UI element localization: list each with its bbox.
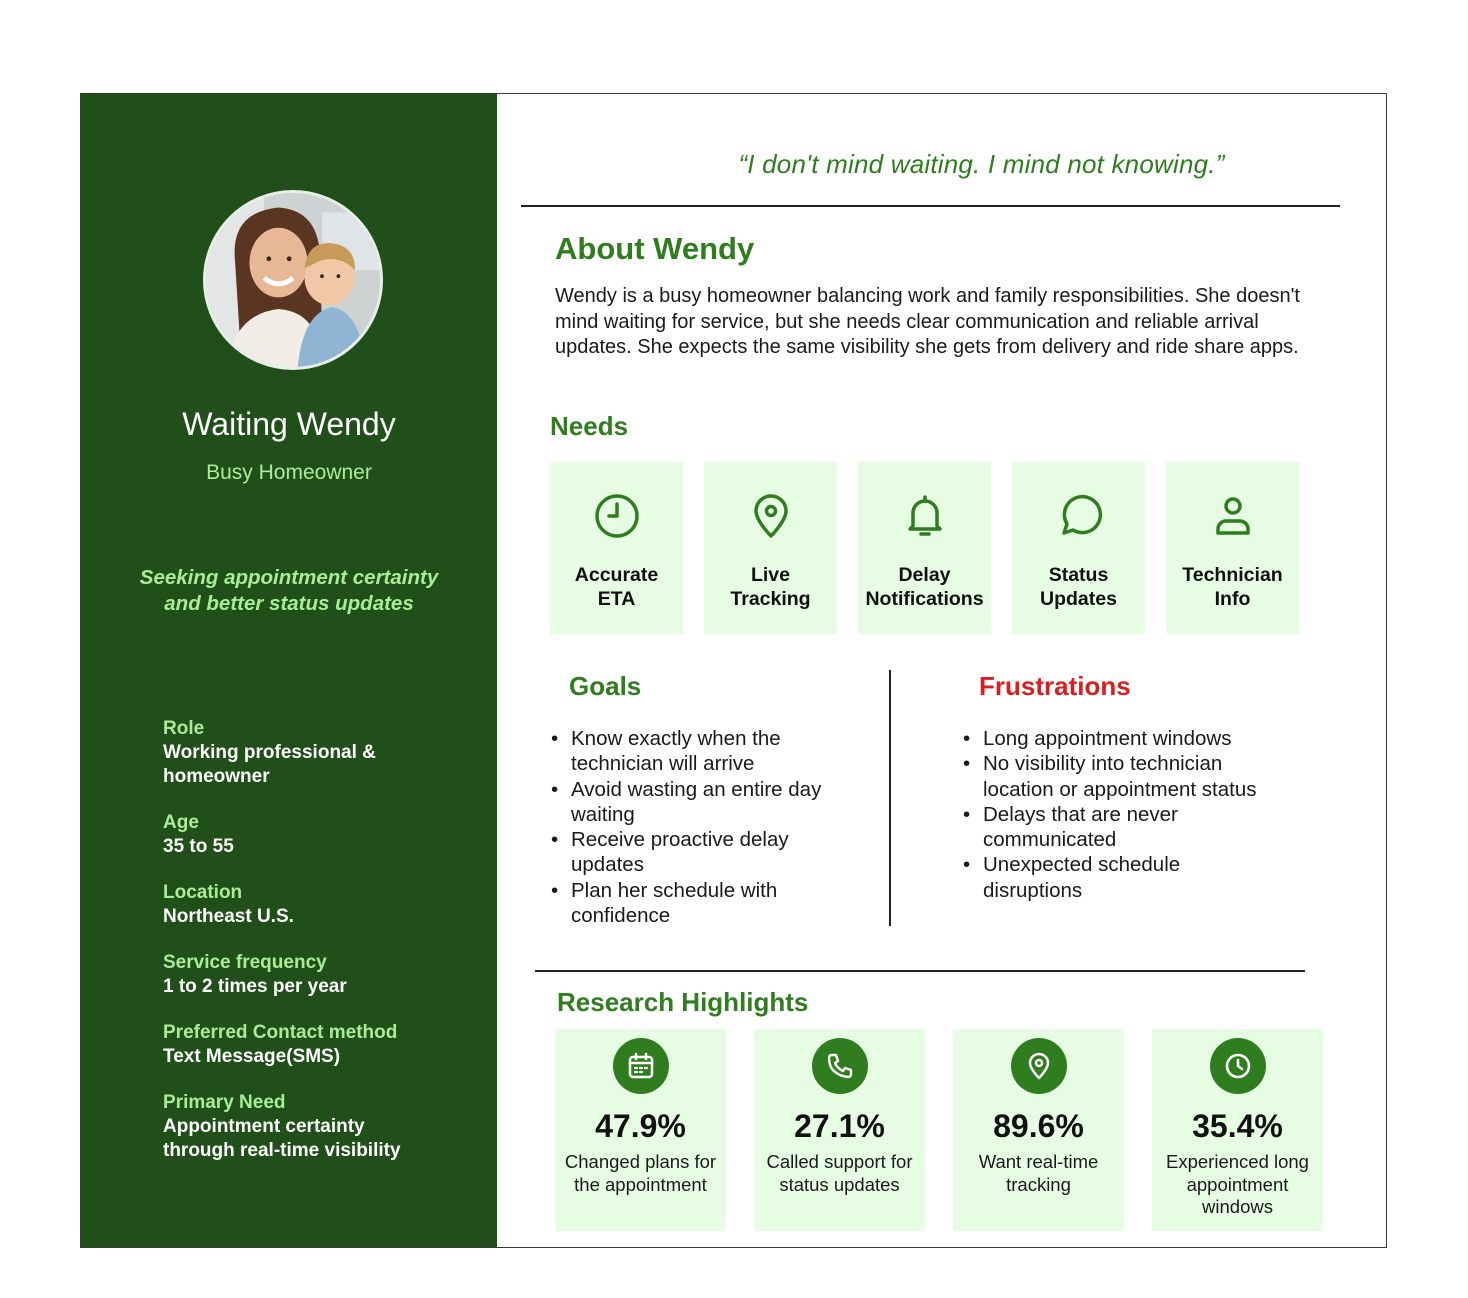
- stat-icon-badge: [1210, 1038, 1266, 1094]
- fact-label: Preferred Contact method: [163, 1022, 398, 1043]
- fact-age: [163, 811, 483, 859]
- fact-label: Primary Need: [163, 1092, 286, 1113]
- stat-icon-badge: [812, 1038, 868, 1094]
- need-label-line: Accurate: [574, 564, 659, 586]
- goal-item: • Avoid wasting an entire day waiting: [551, 777, 881, 828]
- stat-description: Experienced long appointment windows: [1166, 1151, 1309, 1217]
- research-stats: [555, 1029, 1323, 1231]
- frustration-item: • Delays that are never communicated: [963, 802, 1343, 853]
- frustrations-title: Frustrations: [979, 671, 1131, 701]
- need-label: [1040, 563, 1117, 611]
- fact-label: Role: [163, 718, 205, 739]
- fact-service-frequency: [163, 951, 483, 999]
- need-tile: [704, 462, 837, 634]
- need-label: [575, 563, 658, 611]
- stat-tile: [754, 1029, 925, 1231]
- fact-value: Working professional &: [163, 742, 376, 763]
- need-label-line: Technician: [1182, 564, 1283, 586]
- avatar-illustration: [206, 193, 380, 367]
- fact-value: 1 to 2 times per year: [163, 976, 347, 997]
- tagline-line: and better status updates: [164, 592, 414, 615]
- fact-value: 35 to 55: [163, 836, 234, 857]
- chat-bubble-icon: [1054, 491, 1104, 541]
- persona-role: Busy Homeowner: [206, 461, 372, 484]
- stat-value: 47.9%: [595, 1108, 686, 1144]
- goal-item: • Know exactly when the technician will arrive: [551, 726, 881, 777]
- goal-item: • Plan her schedule with confidence: [551, 878, 881, 929]
- needs-list: [550, 462, 1299, 634]
- goals-title: Goals: [569, 671, 642, 701]
- stat-description: Want real-time tracking: [978, 1151, 1099, 1195]
- fact-value: Appointment certainty: [163, 1116, 365, 1137]
- phone-icon: [824, 1050, 856, 1082]
- need-label-line: Delay: [898, 564, 951, 586]
- frustration-item: • Unexpected schedule disruptions: [963, 852, 1343, 903]
- quote-divider: [521, 205, 1340, 207]
- about-text: Wendy is a busy homeowner balancing work and family responsibilities. She doesn't mind waiting for service, but she needs clear communication and reliable arrival updates. She expects the same visibility she gets from delivery and ride share apps.: [555, 285, 1300, 358]
- persona-sidebar: [81, 94, 497, 1247]
- stat-value: 27.1%: [794, 1108, 885, 1144]
- stat-tile: [953, 1029, 1124, 1231]
- need-label-line: Status: [1048, 564, 1109, 586]
- stat-tile: [1152, 1029, 1323, 1231]
- need-label: [730, 563, 810, 611]
- persona-main: [497, 94, 1386, 1247]
- persona-name: Waiting Wendy: [182, 406, 396, 442]
- calendar-icon: [625, 1050, 657, 1082]
- stat-tile: [555, 1029, 726, 1231]
- need-label-line: ETA: [597, 588, 636, 610]
- clock-icon: [592, 491, 642, 541]
- persona-card: [80, 93, 1387, 1248]
- frustrations-list: [963, 726, 1343, 903]
- persona-avatar: [203, 190, 383, 370]
- persona-quote: “I don't mind waiting. I mind not knowing.”: [738, 149, 1225, 179]
- goals-list: [551, 726, 881, 928]
- about-title: About Wendy: [555, 231, 755, 266]
- needs-title: Needs: [550, 411, 629, 441]
- research-title: Research Highlights: [557, 987, 809, 1017]
- fact-label: Age: [163, 812, 199, 833]
- goals-frustrations-divider: [889, 670, 891, 926]
- need-label: [1182, 563, 1282, 611]
- need-tile: [1012, 462, 1145, 634]
- persona-tagline: [101, 565, 477, 617]
- fact-value: Northeast U.S.: [163, 906, 294, 927]
- persona-facts: [163, 717, 483, 1185]
- fact-label: Service frequency: [163, 952, 327, 973]
- need-label-line: Updates: [1040, 588, 1117, 610]
- fact-value: homeowner: [163, 766, 270, 787]
- stat-description: Called support for status updates: [766, 1151, 913, 1195]
- need-label: [865, 563, 983, 611]
- research-divider: [535, 970, 1305, 972]
- stat-icon-badge: [1011, 1038, 1067, 1094]
- tagline-line: Seeking appointment certainty: [139, 566, 439, 589]
- fact-contact-method: [163, 1021, 483, 1069]
- bell-icon: [900, 491, 950, 541]
- need-label-line: Info: [1214, 588, 1251, 610]
- stat-icon-badge: [613, 1038, 669, 1094]
- need-tile: [550, 462, 683, 634]
- need-label-line: Notifications: [865, 588, 984, 610]
- stat-value: 89.6%: [993, 1108, 1084, 1144]
- frustration-item: • Long appointment windows: [963, 726, 1343, 751]
- fact-value: through real-time visibility: [163, 1140, 401, 1161]
- need-tile: [858, 462, 991, 634]
- fact-value: Text Message(SMS): [163, 1046, 341, 1067]
- need-tile: [1166, 462, 1299, 634]
- frustration-item: • No visibility into technician location or appointment status: [963, 751, 1343, 802]
- fact-label: Location: [163, 882, 243, 903]
- clock-icon: [1222, 1050, 1254, 1082]
- stat-description: Changed plans for the appointment: [564, 1151, 717, 1195]
- need-label-line: Tracking: [730, 588, 811, 610]
- stat-value: 35.4%: [1192, 1108, 1283, 1144]
- map-pin-icon: [1023, 1050, 1055, 1082]
- user-icon: [1208, 491, 1258, 541]
- fact-primary-need: [163, 1091, 483, 1163]
- goal-item: • Receive proactive delay updates: [551, 827, 881, 878]
- need-label-line: Live: [750, 564, 790, 586]
- fact-location: [163, 881, 483, 929]
- fact-role: [163, 717, 483, 789]
- map-pin-icon: [746, 491, 796, 541]
